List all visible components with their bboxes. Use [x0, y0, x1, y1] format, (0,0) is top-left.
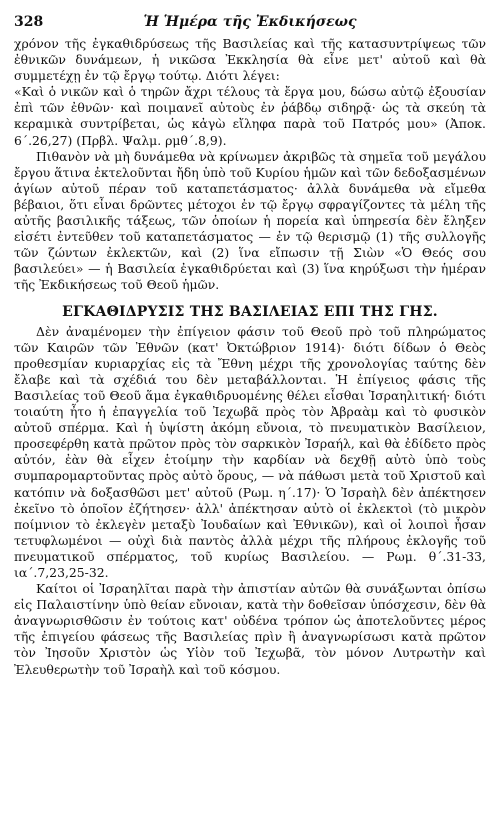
paragraph: χρόνον τῆς ἐγκαθιδρύσεως τῆς Βασιλείας καὶ τῆς κατασυντρίψεως τῶν ἐθνικῶν δυνάμεων, ἡ νικῶσα Ἐκκλησία θὰ εἶνε μετ' αὐτοῦ καὶ θὰ συμμετέχῃ ἐν τῷ ἔργῳ τούτῳ. Διότι λέγει:	[14, 36, 486, 84]
paragraph: Δὲν ἀναμένομεν τὴν ἐπίγειον φάσιν τοῦ Θεοῦ πρὸ τοῦ πληρώματος τῶν Καιρῶν τῶν Ἐθνῶν (κατ' Ὀκτώβριον 1914)· διότι δίδων ὁ Θεὸς προθεσμίαν κυριαρχίας εἰς τὰ Ἔθνη μέχρι τῆς χρονολογίας ταύτης δὲν ἔλαβε καὶ τὰ σχέδιά του δὲν μεταβάλλονται. Ἡ ἐπίγειος φάσις τῆς Βασιλείας τοῦ Θεοῦ ἅμα ἐγκαθιδρυομένης θέλει εἶσθαι Ἰσραηλιτική· διότι τοιαύτη ἦτο ἡ ἐπαγγελία τοῦ Ἰεχωβᾶ πρὸς τὸν Ἀβραὰμ καὶ τὸ φυσικὸν αὐτοῦ σπέρμα. Καὶ ἡ ὑψίστη ἀκόμη εὔνοια, τὸ πνευματικὸν Βασίλειον, προσεφέρθη κατὰ πρῶτον πρὸς τὸν σαρκικὸν Ἰσραήλ, καὶ θὰ ἐδίδετο πρὸς αὐτόν, ἐὰν θὰ εἶχεν ἑτοίμην τὴν καρδίαν νὰ δεχθῇ αὐτὸ ὑπὸ τοὺς συμπαρομαρτοῦντας πρὸς αὐτὸ ὅρους, — νὰ πάθωσι μετὰ τοῦ Χριστοῦ καὶ κατόπιν νὰ δοξασθῶσι μετ' αὐτοῦ (Ρωμ. η΄.17)· Ὁ Ἰσραὴλ δὲν ἀπέκτησεν ἐκεῖνο τὸ ὁποῖον ἐζήτησεν· ἀλλ' ἀπέκτησαν αὐτὸ οἱ ἐκλεκτοὶ (τὸ μικρὸν ποίμνιον τὸ ἐκλεγὲν μεταξὺ Ἰουδαίων καὶ Ἐθνικῶν), καὶ οἱ λοιποὶ ἦσαν τετυφλωμένοι — οὐχὶ διὰ παντὸς ἀλλὰ μέχρι τῆς πλήρους ἐκλογῆς τοῦ πνευματικοῦ σπέρματος, τοῦ κυρίως Βασιλείου. — Ρωμ. θ΄.31-33, ια΄.7,23,25-32.	[14, 323, 486, 580]
body-text	[14, 36, 486, 678]
running-title: Ἡ Ἡμέρα τῆς Ἐκδικήσεως	[143, 14, 357, 30]
scripture-quote: «Καὶ ὁ νικῶν καὶ ὁ τηρῶν ἄχρι τέλους τὰ ἔργα μου, δώσω αὐτῷ ἐξουσίαν ἐπὶ τῶν ἐθνῶν· καὶ ποιμανεῖ αὐτοὺς ἐν ῥάβδῳ σιδηρᾷ· ὡς τὰ σκεύη τὰ κεραμικὰ συντρίβεται, ὡς κἀγὼ εἴληφα παρὰ τοῦ Πατρός μου» (Ἀποκ. 6΄.26,27) (Πρβλ. Ψαλμ. ρμθ΄.8,9).	[14, 84, 486, 148]
page-number: 328	[14, 14, 44, 30]
paragraph: Πιθανὸν νὰ μὴ δυνάμεθα νὰ κρίνωμεν ἀκριβῶς τὰ σημεῖα τοῦ μεγάλου ἔργου ἅτινα ἐκτελοῦνται ἤδη ὑπὸ τοῦ Κυρίου ἡμῶν καὶ τῶν δεδοξασμένων ἁγίων αὐτοῦ πέραν τοῦ καταπετάσματος· ἀλλὰ δυνάμεθα νὰ εἴμεθα βέβαιοι, ὅτι εἶναι δρῶντες μέτοχοι ἐν τῷ ἔργῳ σφραγίζοντες τὰ μέλη τῆς αὐτῆς βασιλικῆς τάξεως, τῶν ὁποίων ἡ πορεία καὶ ὑπηρεσία δὲν ἔληξεν εἰσέτι ἐντεῦθεν τοῦ καταπετάσματος — ἐν τῷ θερισμῷ (1) τῆς συλλογῆς τῶν ζώντων ἐκλεκτῶν, καὶ (2) ἵνα εἴπωσιν τῇ Σιὼν «Ὁ Θεός σου βασιλεύει» — ἡ Βασιλεία ἐγκαθιδρύεται καὶ (3) ἵνα κηρύξωσι τὴν ἡμέραν τῆς Ἐκδικήσεως τοῦ Θεοῦ ἡμῶν.	[14, 148, 486, 293]
section-heading: ΕΓΚΑΘΙΔΡΥΣΙΣ ΤΗΣ ΒΑΣΙΛΕΙΑΣ ΕΠΙ ΤΗΣ ΓΗΣ.	[62, 303, 438, 320]
running-head	[14, 14, 486, 30]
paragraph: Καίτοι οἱ Ἰσραηλῖται παρὰ τὴν ἀπιστίαν αὐτῶν θὰ συνάξωνται ὀπίσω εἰς Παλαιστίνην ὑπὸ θείαν εὔνοιαν, κατὰ τὴν δοθεῖσαν ὑπόσχεσιν, δὲν θὰ ἀναγνωρισθῶσιν ἐν τούτοις κατ' οὐδένα τρόπον ὡς ἀποτελοῦντες μέρος τῆς ἐπιγείου φάσεως τῆς Βασιλείας πρὶν ἢ ἀναγνωρίσωσι κατὰ πρῶτον τὸν Ἰησοῦν Χριστὸν ὡς Υἱὸν τοῦ Ἰεχωβᾶ, τὸν μόνον Λυτρωτὴν καὶ Ἐλευθερωτὴν τοῦ Ἰσραὴλ καὶ τοῦ κόσμου.	[14, 581, 486, 677]
